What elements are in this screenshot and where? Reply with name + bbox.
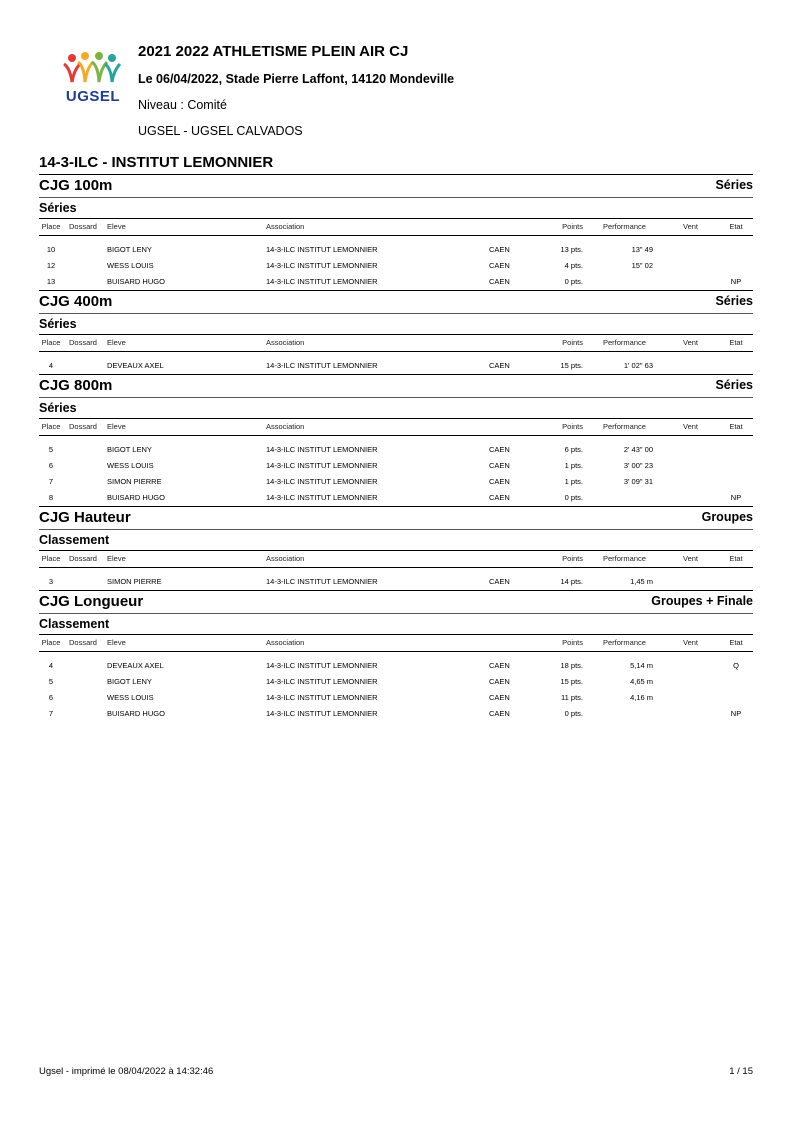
cell-place: 4 [48, 661, 54, 670]
column-header-association: Association [266, 422, 305, 431]
cell-association: 14-3-ILC INSTITUT LEMONNIER [266, 577, 378, 586]
round-header [39, 397, 753, 418]
cell-ville: CAEN [489, 661, 510, 670]
column-header-vent: Vent [683, 222, 699, 231]
cell-points: 1 pts. [564, 461, 583, 470]
cell-association: 14-3-ILC INSTITUT LEMONNIER [266, 677, 378, 686]
cell-association: 14-3-ILC INSTITUT LEMONNIER [266, 709, 378, 718]
cell-ville: CAEN [489, 445, 510, 454]
column-header-place: Place [41, 422, 61, 431]
page-number: 1 / 15 [729, 1066, 753, 1077]
event-name: CJG 100m [39, 177, 113, 194]
cell-ville: CAEN [489, 693, 510, 702]
column-header-points: Points [562, 338, 583, 347]
column-header-performance: Performance [603, 422, 646, 431]
event-date-place: Le 06/04/2022, Stade Pierre Laffont, 14120 Mondeville [138, 72, 455, 86]
cell-association: 14-3-ILC INSTITUT LEMONNIER [266, 693, 378, 702]
event-name: CJG Hauteur [39, 509, 131, 526]
cell-ville: CAEN [489, 709, 510, 718]
cell-association: 14-3-ILC INSTITUT LEMONNIER [266, 261, 378, 270]
column-header-vent: Vent [683, 422, 699, 431]
cell-association: 14-3-ILC INSTITUT LEMONNIER [266, 661, 378, 670]
round-name: Séries [39, 317, 77, 331]
cell-etat: NP [730, 709, 742, 718]
cell-ville: CAEN [489, 361, 510, 370]
organisation-label: UGSEL - UGSEL CALVADOS [138, 124, 303, 138]
cell-eleve: BIGOT LENY [107, 245, 152, 254]
cell-eleve: BIGOT LENY [107, 677, 152, 686]
column-header-row [39, 418, 753, 436]
cell-points: 13 pts. [560, 245, 583, 254]
cell-ville: CAEN [489, 577, 510, 586]
table-row [39, 690, 753, 706]
cell-ville: CAEN [489, 461, 510, 470]
column-header-etat: Etat [729, 638, 743, 647]
column-header-place: Place [41, 222, 61, 231]
table-row [39, 458, 753, 474]
cell-points: 0 pts. [564, 493, 583, 502]
column-header-eleve: Eleve [107, 554, 126, 563]
cell-performance: 1,45 m [630, 577, 653, 586]
cell-association: 14-3-ILC INSTITUT LEMONNIER [266, 361, 378, 370]
cell-place: 12 [46, 261, 56, 270]
event-header [39, 290, 753, 313]
document-title: 2021 2022 ATHLETISME PLEIN AIR CJ [138, 43, 409, 60]
cell-performance: 1' 02" 63 [623, 361, 653, 370]
table-row [39, 706, 753, 722]
column-header-place: Place [41, 638, 61, 647]
logo-text: UGSEL [65, 88, 121, 105]
round-header [39, 613, 753, 634]
column-header-association: Association [266, 554, 305, 563]
column-header-dossard: Dossard [69, 638, 97, 647]
cell-place: 5 [48, 677, 54, 686]
cell-performance: 13" 49 [631, 245, 653, 254]
column-header-row [39, 634, 753, 652]
cell-etat: NP [730, 277, 742, 286]
cell-performance: 3' 09" 31 [623, 477, 653, 486]
table-row [39, 358, 753, 374]
column-header-place: Place [41, 554, 61, 563]
column-header-row [39, 218, 753, 236]
round-name: Séries [39, 401, 77, 415]
table-row [39, 674, 753, 690]
event-phase: Groupes + Finale [651, 594, 753, 608]
cell-association: 14-3-ILC INSTITUT LEMONNIER [266, 245, 378, 254]
cell-etat: NP [730, 493, 742, 502]
column-header-etat: Etat [729, 554, 743, 563]
column-header-vent: Vent [683, 638, 699, 647]
cell-points: 15 pts. [560, 677, 583, 686]
column-header-performance: Performance [603, 638, 646, 647]
event-header [39, 590, 753, 613]
event-name: CJG 400m [39, 293, 113, 310]
cell-ville: CAEN [489, 245, 510, 254]
event-phase: Séries [715, 294, 753, 308]
cell-ville: CAEN [489, 493, 510, 502]
cell-performance: 3' 00" 23 [623, 461, 653, 470]
table-row [39, 258, 753, 274]
table-row [39, 658, 753, 674]
column-header-association: Association [266, 222, 305, 231]
column-header-dossard: Dossard [69, 222, 97, 231]
event-phase: Séries [715, 178, 753, 192]
cell-points: 0 pts. [564, 277, 583, 286]
column-header-place: Place [41, 338, 61, 347]
column-header-points: Points [562, 222, 583, 231]
column-header-performance: Performance [603, 554, 646, 563]
level-label: Niveau : Comité [138, 98, 227, 112]
table-row [39, 490, 753, 506]
column-header-performance: Performance [603, 338, 646, 347]
cell-points: 11 pts. [561, 693, 583, 702]
column-header-etat: Etat [729, 222, 743, 231]
event-name: CJG 800m [39, 377, 113, 394]
round-header [39, 529, 753, 550]
cell-performance: 4,65 m [630, 677, 653, 686]
event-section [39, 506, 753, 590]
table-row [39, 274, 753, 290]
table-row [39, 442, 753, 458]
cell-eleve: BUISARD HUGO [107, 709, 165, 718]
round-name: Classement [39, 617, 110, 631]
event-name: CJG Longueur [39, 593, 144, 610]
event-header [39, 506, 753, 529]
column-header-vent: Vent [683, 338, 699, 347]
round-header [39, 197, 753, 218]
cell-performance: 15" 02 [631, 261, 653, 270]
cell-points: 6 pts. [564, 445, 583, 454]
club-title: 14-3-ILC - INSTITUT LEMONNIER [39, 154, 274, 171]
event-section [39, 374, 753, 506]
cell-points: 18 pts. [560, 661, 583, 670]
cell-ville: CAEN [489, 261, 510, 270]
column-header-dossard: Dossard [69, 338, 97, 347]
table-row [39, 574, 753, 590]
event-phase: Séries [715, 378, 753, 392]
cell-points: 0 pts. [564, 709, 583, 718]
ugsel-figures-icon [60, 52, 126, 88]
cell-association: 14-3-ILC INSTITUT LEMONNIER [266, 461, 378, 470]
cell-points: 14 pts. [560, 577, 583, 586]
column-header-performance: Performance [603, 222, 646, 231]
cell-association: 14-3-ILC INSTITUT LEMONNIER [266, 277, 378, 286]
cell-points: 15 pts. [560, 361, 583, 370]
cell-points: 1 pts. [564, 477, 583, 486]
cell-ville: CAEN [489, 277, 510, 286]
cell-place: 4 [48, 361, 54, 370]
column-header-etat: Etat [729, 338, 743, 347]
cell-place: 13 [46, 277, 56, 286]
cell-eleve: WESS LOUIS [107, 461, 154, 470]
column-header-row [39, 334, 753, 352]
column-header-row [39, 550, 753, 568]
cell-performance: 4,16 m [630, 693, 653, 702]
event-phase: Groupes [701, 510, 753, 524]
cell-eleve: WESS LOUIS [107, 261, 154, 270]
round-name: Classement [39, 533, 110, 547]
cell-ville: CAEN [489, 477, 510, 486]
cell-eleve: BUISARD HUGO [107, 493, 165, 502]
cell-ville: CAEN [489, 677, 510, 686]
column-header-dossard: Dossard [69, 422, 97, 431]
cell-association: 14-3-ILC INSTITUT LEMONNIER [266, 445, 378, 454]
column-header-eleve: Eleve [107, 638, 126, 647]
results-content [39, 174, 753, 722]
event-section [39, 174, 753, 290]
cell-association: 14-3-ILC INSTITUT LEMONNIER [266, 493, 378, 502]
event-header [39, 374, 753, 397]
round-name: Séries [39, 201, 77, 215]
round-header [39, 313, 753, 334]
cell-eleve: SIMON PIERRE [107, 477, 162, 486]
column-header-vent: Vent [683, 554, 699, 563]
column-header-points: Points [562, 638, 583, 647]
cell-eleve: SIMON PIERRE [107, 577, 162, 586]
column-header-dossard: Dossard [69, 554, 97, 563]
document-header [0, 0, 793, 150]
table-row [39, 242, 753, 258]
cell-place: 6 [48, 693, 54, 702]
cell-place: 3 [48, 577, 54, 586]
cell-place: 5 [48, 445, 54, 454]
column-header-association: Association [266, 638, 305, 647]
cell-place: 7 [48, 477, 54, 486]
cell-eleve: DEVEAUX AXEL [107, 661, 164, 670]
column-header-points: Points [562, 554, 583, 563]
event-header [39, 174, 753, 197]
cell-place: 8 [48, 493, 54, 502]
column-header-eleve: Eleve [107, 338, 126, 347]
event-section [39, 290, 753, 374]
cell-place: 6 [48, 461, 54, 470]
cell-etat: Q [733, 661, 739, 670]
cell-place: 10 [46, 245, 56, 254]
print-date: Ugsel - imprimé le 08/04/2022 à 14:32:46 [39, 1066, 214, 1077]
column-header-points: Points [562, 422, 583, 431]
cell-eleve: BIGOT LENY [107, 445, 152, 454]
cell-association: 14-3-ILC INSTITUT LEMONNIER [266, 477, 378, 486]
event-section [39, 590, 753, 722]
column-header-etat: Etat [729, 422, 743, 431]
cell-place: 7 [48, 709, 54, 718]
column-header-eleve: Eleve [107, 222, 126, 231]
cell-performance: 2' 43" 00 [623, 445, 653, 454]
cell-points: 4 pts. [564, 261, 583, 270]
column-header-eleve: Eleve [107, 422, 126, 431]
cell-eleve: BUISARD HUGO [107, 277, 165, 286]
cell-performance: 5,14 m [630, 661, 653, 670]
ugsel-logo [60, 52, 126, 108]
cell-eleve: DEVEAUX AXEL [107, 361, 164, 370]
column-header-association: Association [266, 338, 305, 347]
cell-eleve: WESS LOUIS [107, 693, 154, 702]
table-row [39, 474, 753, 490]
